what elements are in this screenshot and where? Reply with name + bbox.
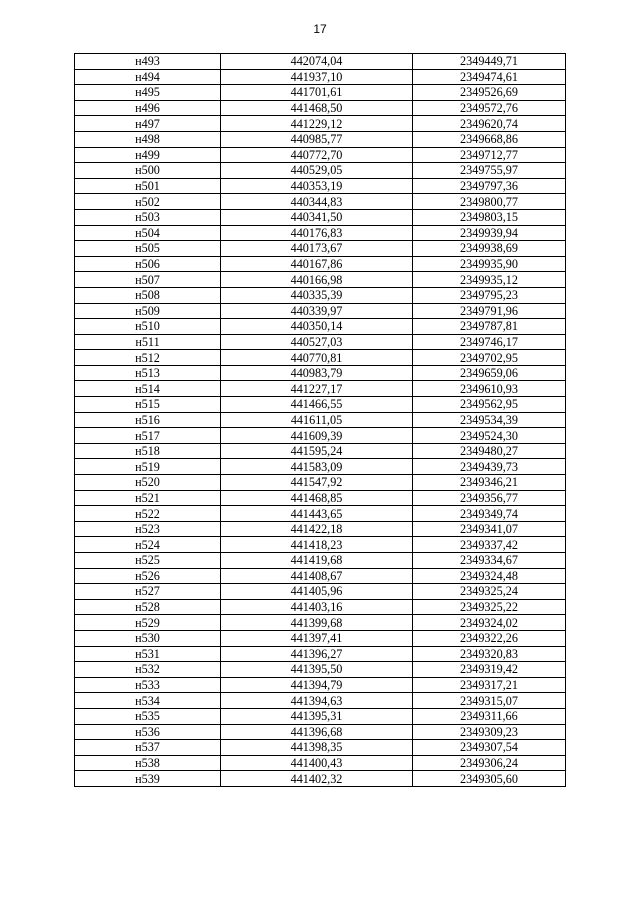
y-coordinate-cell: 2349526,69 bbox=[413, 85, 566, 101]
table-row bbox=[75, 771, 566, 787]
y-coordinate-cell: 2349311,66 bbox=[413, 708, 566, 724]
point-id-cell: н536 bbox=[75, 724, 221, 740]
x-coordinate-cell: 441396,68 bbox=[221, 724, 413, 740]
y-coordinate-cell: 2349480,27 bbox=[413, 443, 566, 459]
y-coordinate-cell: 2349534,39 bbox=[413, 412, 566, 428]
y-coordinate-cell: 2349337,42 bbox=[413, 537, 566, 553]
x-coordinate-cell: 440770,81 bbox=[221, 350, 413, 366]
x-coordinate-cell: 441408,67 bbox=[221, 568, 413, 584]
table-row bbox=[75, 584, 566, 600]
table-row bbox=[75, 428, 566, 444]
point-id-cell: н518 bbox=[75, 443, 221, 459]
table-row bbox=[75, 334, 566, 350]
table-row bbox=[75, 163, 566, 179]
point-id-cell: н497 bbox=[75, 116, 221, 132]
table-row bbox=[75, 256, 566, 272]
y-coordinate-cell: 2349317,21 bbox=[413, 677, 566, 693]
x-coordinate-cell: 441398,35 bbox=[221, 740, 413, 756]
x-coordinate-cell: 441395,31 bbox=[221, 708, 413, 724]
y-coordinate-cell: 2349938,69 bbox=[413, 241, 566, 257]
x-coordinate-cell: 440339,97 bbox=[221, 303, 413, 319]
point-id-cell: н527 bbox=[75, 584, 221, 600]
x-coordinate-cell: 441583,09 bbox=[221, 459, 413, 475]
table-row bbox=[75, 724, 566, 740]
table-row bbox=[75, 506, 566, 522]
table-row bbox=[75, 755, 566, 771]
point-id-cell: н513 bbox=[75, 365, 221, 381]
table-row bbox=[75, 740, 566, 756]
y-coordinate-cell: 2349620,74 bbox=[413, 116, 566, 132]
y-coordinate-cell: 2349712,77 bbox=[413, 147, 566, 163]
table-row bbox=[75, 350, 566, 366]
y-coordinate-cell: 2349320,83 bbox=[413, 646, 566, 662]
x-coordinate-cell: 441468,50 bbox=[221, 100, 413, 116]
table-row bbox=[75, 553, 566, 569]
y-coordinate-cell: 2349325,24 bbox=[413, 584, 566, 600]
point-id-cell: н506 bbox=[75, 256, 221, 272]
y-coordinate-cell: 2349356,77 bbox=[413, 490, 566, 506]
point-id-cell: н493 bbox=[75, 54, 221, 70]
table-row bbox=[75, 646, 566, 662]
x-coordinate-cell: 441466,55 bbox=[221, 397, 413, 413]
point-id-cell: н508 bbox=[75, 287, 221, 303]
y-coordinate-cell: 2349787,81 bbox=[413, 319, 566, 335]
point-id-cell: н503 bbox=[75, 209, 221, 225]
x-coordinate-cell: 441399,68 bbox=[221, 615, 413, 631]
y-coordinate-cell: 2349800,77 bbox=[413, 194, 566, 210]
table-row bbox=[75, 630, 566, 646]
table-row bbox=[75, 521, 566, 537]
table-row bbox=[75, 147, 566, 163]
y-coordinate-cell: 2349803,15 bbox=[413, 209, 566, 225]
x-coordinate-cell: 441547,92 bbox=[221, 475, 413, 491]
table-row bbox=[75, 537, 566, 553]
x-coordinate-cell: 441397,41 bbox=[221, 630, 413, 646]
table-row bbox=[75, 615, 566, 631]
x-coordinate-cell: 440335,39 bbox=[221, 287, 413, 303]
y-coordinate-cell: 2349439,73 bbox=[413, 459, 566, 475]
y-coordinate-cell: 2349324,48 bbox=[413, 568, 566, 584]
point-id-cell: н494 bbox=[75, 69, 221, 85]
table-row bbox=[75, 599, 566, 615]
x-coordinate-cell: 441443,65 bbox=[221, 506, 413, 522]
table-row bbox=[75, 662, 566, 678]
x-coordinate-cell: 441418,23 bbox=[221, 537, 413, 553]
y-coordinate-cell: 2349307,54 bbox=[413, 740, 566, 756]
table-row bbox=[75, 412, 566, 428]
x-coordinate-cell: 441402,32 bbox=[221, 771, 413, 787]
point-id-cell: н538 bbox=[75, 755, 221, 771]
point-id-cell: н507 bbox=[75, 272, 221, 288]
x-coordinate-cell: 440353,19 bbox=[221, 178, 413, 194]
x-coordinate-cell: 441701,61 bbox=[221, 85, 413, 101]
point-id-cell: н502 bbox=[75, 194, 221, 210]
point-id-cell: н515 bbox=[75, 397, 221, 413]
y-coordinate-cell: 2349315,07 bbox=[413, 693, 566, 709]
x-coordinate-cell: 441227,17 bbox=[221, 381, 413, 397]
y-coordinate-cell: 2349349,74 bbox=[413, 506, 566, 522]
coordinates-table-body bbox=[75, 54, 566, 787]
table-row bbox=[75, 319, 566, 335]
table-row bbox=[75, 693, 566, 709]
table-row bbox=[75, 365, 566, 381]
x-coordinate-cell: 441595,24 bbox=[221, 443, 413, 459]
point-id-cell: н510 bbox=[75, 319, 221, 335]
point-id-cell: н516 bbox=[75, 412, 221, 428]
x-coordinate-cell: 441396,27 bbox=[221, 646, 413, 662]
y-coordinate-cell: 2349610,93 bbox=[413, 381, 566, 397]
point-id-cell: н498 bbox=[75, 131, 221, 147]
table-row bbox=[75, 69, 566, 85]
y-coordinate-cell: 2349322,26 bbox=[413, 630, 566, 646]
table-row bbox=[75, 381, 566, 397]
point-id-cell: н533 bbox=[75, 677, 221, 693]
y-coordinate-cell: 2349935,12 bbox=[413, 272, 566, 288]
y-coordinate-cell: 2349668,86 bbox=[413, 131, 566, 147]
x-coordinate-cell: 442074,04 bbox=[221, 54, 413, 70]
y-coordinate-cell: 2349755,97 bbox=[413, 163, 566, 179]
x-coordinate-cell: 440166,98 bbox=[221, 272, 413, 288]
table-row bbox=[75, 225, 566, 241]
table-row bbox=[75, 241, 566, 257]
point-id-cell: н517 bbox=[75, 428, 221, 444]
table-row bbox=[75, 272, 566, 288]
y-coordinate-cell: 2349524,30 bbox=[413, 428, 566, 444]
y-coordinate-cell: 2349562,95 bbox=[413, 397, 566, 413]
table-row bbox=[75, 194, 566, 210]
point-id-cell: н522 bbox=[75, 506, 221, 522]
x-coordinate-cell: 440527,03 bbox=[221, 334, 413, 350]
y-coordinate-cell: 2349449,71 bbox=[413, 54, 566, 70]
x-coordinate-cell: 441403,16 bbox=[221, 599, 413, 615]
x-coordinate-cell: 441394,79 bbox=[221, 677, 413, 693]
x-coordinate-cell: 440176,83 bbox=[221, 225, 413, 241]
table-row bbox=[75, 677, 566, 693]
coordinates-table bbox=[74, 53, 566, 787]
x-coordinate-cell: 441422,18 bbox=[221, 521, 413, 537]
y-coordinate-cell: 2349935,90 bbox=[413, 256, 566, 272]
x-coordinate-cell: 441400,43 bbox=[221, 755, 413, 771]
point-id-cell: н501 bbox=[75, 178, 221, 194]
y-coordinate-cell: 2349474,61 bbox=[413, 69, 566, 85]
y-coordinate-cell: 2349795,23 bbox=[413, 287, 566, 303]
point-id-cell: н524 bbox=[75, 537, 221, 553]
x-coordinate-cell: 441609,39 bbox=[221, 428, 413, 444]
y-coordinate-cell: 2349702,95 bbox=[413, 350, 566, 366]
y-coordinate-cell: 2349797,36 bbox=[413, 178, 566, 194]
table-row bbox=[75, 397, 566, 413]
table-row bbox=[75, 708, 566, 724]
table-row bbox=[75, 287, 566, 303]
point-id-cell: н534 bbox=[75, 693, 221, 709]
table-row bbox=[75, 178, 566, 194]
point-id-cell: н529 bbox=[75, 615, 221, 631]
point-id-cell: н535 bbox=[75, 708, 221, 724]
point-id-cell: н531 bbox=[75, 646, 221, 662]
point-id-cell: н511 bbox=[75, 334, 221, 350]
point-id-cell: н525 bbox=[75, 553, 221, 569]
table-row bbox=[75, 85, 566, 101]
x-coordinate-cell: 440341,50 bbox=[221, 209, 413, 225]
x-coordinate-cell: 441937,10 bbox=[221, 69, 413, 85]
point-id-cell: н526 bbox=[75, 568, 221, 584]
x-coordinate-cell: 441229,12 bbox=[221, 116, 413, 132]
point-id-cell: н523 bbox=[75, 521, 221, 537]
point-id-cell: н495 bbox=[75, 85, 221, 101]
point-id-cell: н512 bbox=[75, 350, 221, 366]
y-coordinate-cell: 2349324,02 bbox=[413, 615, 566, 631]
table-row bbox=[75, 459, 566, 475]
point-id-cell: н499 bbox=[75, 147, 221, 163]
point-id-cell: н509 bbox=[75, 303, 221, 319]
point-id-cell: н505 bbox=[75, 241, 221, 257]
y-coordinate-cell: 2349791,96 bbox=[413, 303, 566, 319]
point-id-cell: н539 bbox=[75, 771, 221, 787]
table-row bbox=[75, 568, 566, 584]
point-id-cell: н500 bbox=[75, 163, 221, 179]
table-row bbox=[75, 54, 566, 70]
table-row bbox=[75, 100, 566, 116]
x-coordinate-cell: 441395,50 bbox=[221, 662, 413, 678]
y-coordinate-cell: 2349319,42 bbox=[413, 662, 566, 678]
table-row bbox=[75, 475, 566, 491]
y-coordinate-cell: 2349306,24 bbox=[413, 755, 566, 771]
x-coordinate-cell: 441468,85 bbox=[221, 490, 413, 506]
y-coordinate-cell: 2349341,07 bbox=[413, 521, 566, 537]
table-row bbox=[75, 443, 566, 459]
point-id-cell: н520 bbox=[75, 475, 221, 491]
y-coordinate-cell: 2349659,06 bbox=[413, 365, 566, 381]
x-coordinate-cell: 441611,05 bbox=[221, 412, 413, 428]
point-id-cell: н528 bbox=[75, 599, 221, 615]
point-id-cell: н519 bbox=[75, 459, 221, 475]
x-coordinate-cell: 440529,05 bbox=[221, 163, 413, 179]
x-coordinate-cell: 440983,79 bbox=[221, 365, 413, 381]
point-id-cell: н537 bbox=[75, 740, 221, 756]
table-row bbox=[75, 209, 566, 225]
x-coordinate-cell: 440173,67 bbox=[221, 241, 413, 257]
y-coordinate-cell: 2349309,23 bbox=[413, 724, 566, 740]
x-coordinate-cell: 440985,77 bbox=[221, 131, 413, 147]
table-row bbox=[75, 116, 566, 132]
table-row bbox=[75, 490, 566, 506]
x-coordinate-cell: 440772,70 bbox=[221, 147, 413, 163]
x-coordinate-cell: 441394,63 bbox=[221, 693, 413, 709]
y-coordinate-cell: 2349305,60 bbox=[413, 771, 566, 787]
y-coordinate-cell: 2349572,76 bbox=[413, 100, 566, 116]
x-coordinate-cell: 440167,86 bbox=[221, 256, 413, 272]
y-coordinate-cell: 2349346,21 bbox=[413, 475, 566, 491]
y-coordinate-cell: 2349325,22 bbox=[413, 599, 566, 615]
table-row bbox=[75, 303, 566, 319]
point-id-cell: н496 bbox=[75, 100, 221, 116]
point-id-cell: н532 bbox=[75, 662, 221, 678]
x-coordinate-cell: 441405,96 bbox=[221, 584, 413, 600]
point-id-cell: н521 bbox=[75, 490, 221, 506]
page-number: 17 bbox=[313, 22, 327, 36]
table-row bbox=[75, 131, 566, 147]
x-coordinate-cell: 440350,14 bbox=[221, 319, 413, 335]
x-coordinate-cell: 441419,68 bbox=[221, 553, 413, 569]
point-id-cell: н504 bbox=[75, 225, 221, 241]
point-id-cell: н530 bbox=[75, 630, 221, 646]
y-coordinate-cell: 2349939,94 bbox=[413, 225, 566, 241]
point-id-cell: н514 bbox=[75, 381, 221, 397]
y-coordinate-cell: 2349334,67 bbox=[413, 553, 566, 569]
y-coordinate-cell: 2349746,17 bbox=[413, 334, 566, 350]
x-coordinate-cell: 440344,83 bbox=[221, 194, 413, 210]
